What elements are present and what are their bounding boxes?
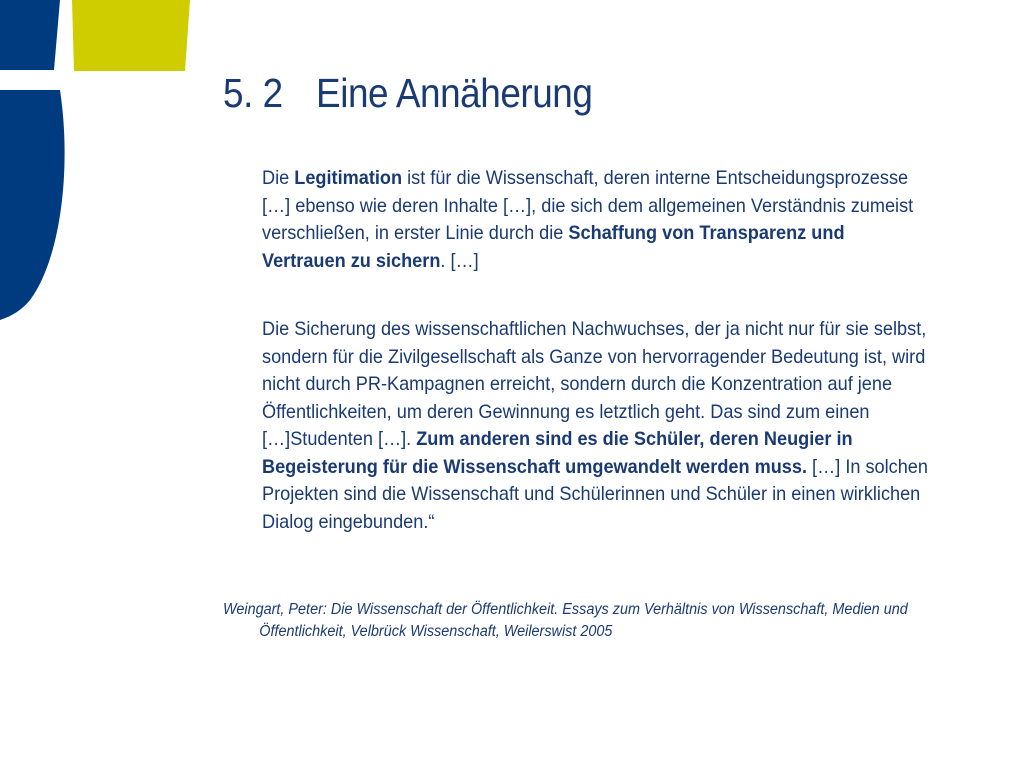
paragraph-nachwuchs: [262, 316, 932, 536]
p1-bold-legitimation: Legitimation: [294, 167, 403, 189]
title-number: 5. 2: [223, 70, 283, 116]
p1-bold-transparency: Schaffung von Transparenz und Vertrauen zu sichern: [262, 222, 845, 272]
p2-text-1: Die Sicherung des wissenschaftlichen Nachwuchses, der ja nicht nur für sie selbst, sondern für die Zivilgesellschaft als Ganze von hervorragender Bedeutung ist, wird nicht durch PR-Kampagnen erreicht, sondern durch die Konzentration auf jene Öffentlichkeiten, um deren Gewinnung es letztlich geht. Das sind zum einen […]Studenten […].: [262, 318, 927, 450]
logo-navy-top-block: [0, 0, 60, 70]
slide-title: [223, 70, 592, 117]
p1-text-2: ist für die Wissenschaft, deren interne Entscheidungsprozesse […] ebenso wie deren Inhalte […], die sich dem allgemeinen Verständnis zumeist verschließen, in erster Linie durch die: [262, 167, 914, 244]
citation: Weingart, Peter: Die Wissenschaft der Öffentlichkeit. Essays zum Verhältnis von Wissenschaft, Medien und Öffentlichkeit, Velbrück Wissenschaft, Weilerswist 2005: [223, 601, 908, 640]
p2-text-2: […] In solchen Projekten sind die Wissenschaft und Schülerinnen und Schüler in einen wirklichen Dialog eingebunden.“: [262, 455, 928, 533]
paragraph-legitimation: [262, 165, 932, 275]
p1-text-1: Die: [262, 167, 295, 189]
p2-bold-schueler: Zum anderen sind es die Schüler, deren Neugier in Begeisterung für die Wissenschaft umgewandelt werden muss.: [262, 428, 853, 478]
p1-text-3: . […]: [440, 249, 479, 272]
logo-yellow-block: [72, 0, 190, 71]
title-text: Eine Annäherung: [316, 70, 593, 116]
logo-navy-curve: [0, 90, 65, 320]
logo-graphic: [0, 0, 200, 330]
